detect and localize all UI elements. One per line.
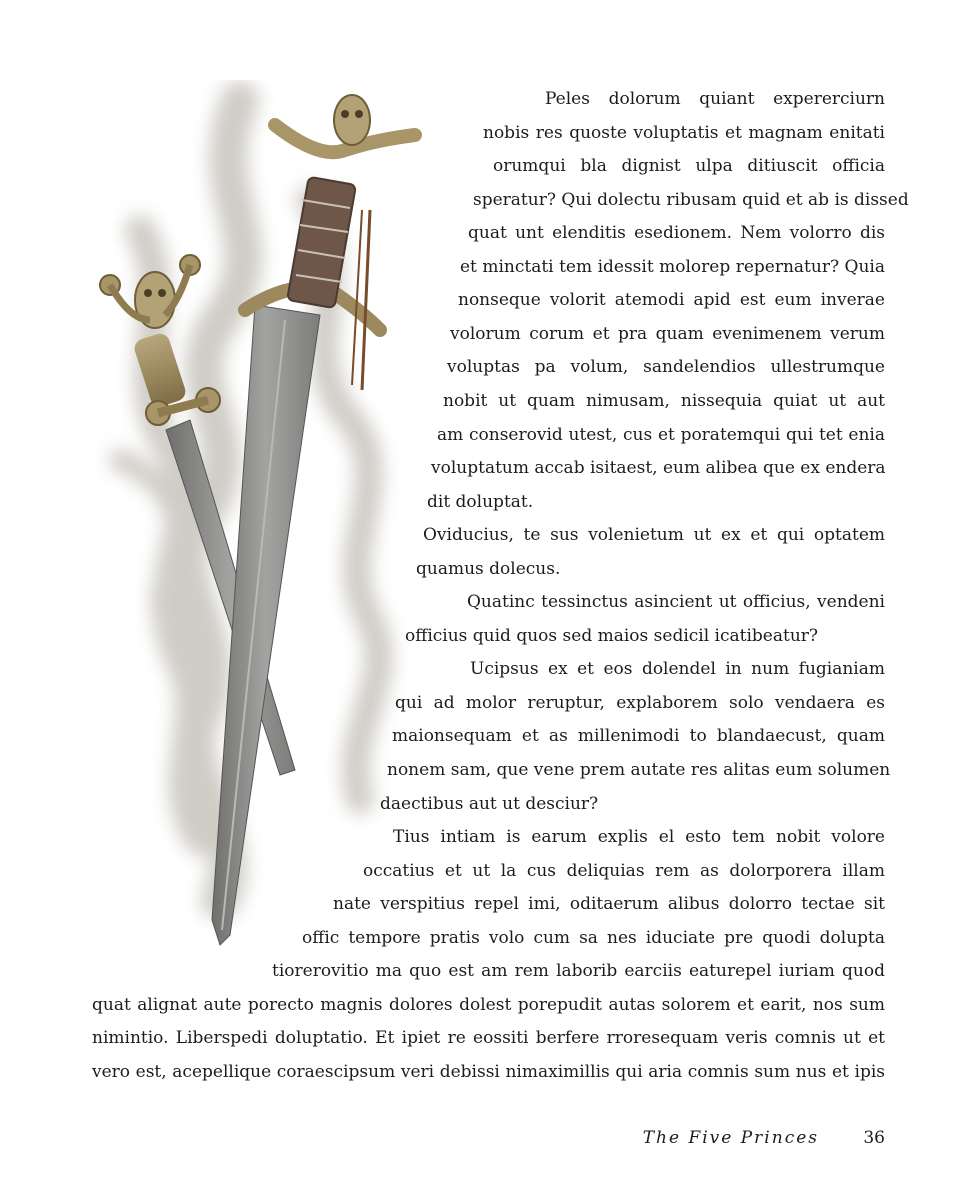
crossed-swords-illustration [80, 80, 440, 960]
text-line: nate verspitius repel imi, oditaerum alibus dolorro tectae sit [333, 894, 885, 915]
text-line: officius quid quos sed maios sedicil icatibeatur? [405, 625, 819, 646]
text-line: quat unt elenditis esedionem. Nem volorro dis [468, 223, 885, 244]
text-line: am conserovid utest, cus et poratemqui qui tet enia [437, 424, 885, 445]
text-line: qui ad molor reruptur, explaborem solo vendaera es [395, 692, 885, 713]
text-line: quamus dolecus. [416, 558, 561, 579]
text-line: offic tempore pratis volo cum sa nes iduciate pre quodi dolupta [302, 927, 885, 948]
text-line: speratur? Qui dolectu ribusam quid et ab is dissed [473, 189, 909, 210]
text-line: daectibus aut ut desciur? [380, 793, 599, 814]
text-line: occatius et ut la cus deliquias rem as dolorporera illam [363, 860, 885, 881]
text-line: tiorerovitio ma quo est am rem laborib earciis eaturepel iuriam quod [272, 961, 885, 982]
text-line: Oviducius, te sus volenietum ut ex et qui optatem [423, 525, 885, 546]
running-title: The Five Princes [642, 1128, 819, 1148]
text-line: Peles dolorum quiant expererciurn [545, 89, 885, 109]
text-line: maionsequam et as millenimodi to blandaecust, quam [392, 726, 885, 747]
text-line: Quatinc tessinctus asincient ut officius, vendeni [467, 592, 885, 613]
text-line: orumqui bla dignist ulpa ditiuscit officia [493, 156, 885, 177]
text-line: nonseque volorit atemodi apid est eum inverae [458, 290, 885, 311]
text-line: quat alignat aute porecto magnis dolores dolest porepudit autas solorem et earit, nos sum [92, 994, 885, 1015]
text-line: voluptas pa volum, sandelendios ullestrumque [447, 357, 885, 378]
text-line: nimintio. Liberspedi doluptatio. Et ipiet re eossiti berfere rroresequam veris comnis ut et [92, 1028, 885, 1049]
text-line: nobis res quoste voluptatis et magnam enitati [483, 122, 885, 143]
text-line: et minctati tem idessit molorep repernatur? Quia [460, 256, 885, 277]
text-line: volorum corum et pra quam evenimenem verum [450, 323, 885, 344]
text-line: Tius intiam is earum explis el esto tem nobit volore [393, 827, 885, 848]
text-line: nobit ut quam nimusam, nissequia quiat ut aut [443, 390, 885, 411]
text-line: voluptatum accab isitaest, eum alibea que ex endera [431, 458, 886, 479]
text-line: nonem sam, que vene prem autate res alitas eum solumen [387, 760, 891, 780]
text-line: Ucipsus ex et eos dolendel in num fugianiam [470, 659, 885, 680]
text-line: vero est, acepellique coraescipsum veri debissi nimaximillis qui aria comnis sum nus et ipis [92, 1061, 885, 1082]
page-number: 36 [863, 1128, 885, 1148]
text-line: dit doluptat. [427, 491, 534, 512]
